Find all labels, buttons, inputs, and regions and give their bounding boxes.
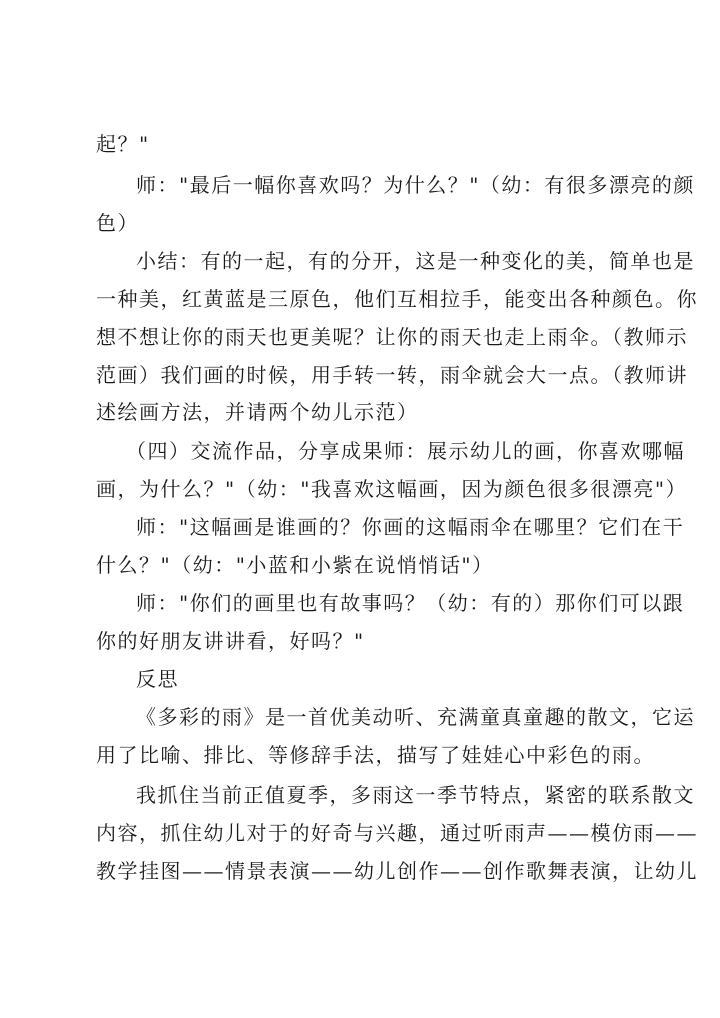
text-line: 什么？"（幼："小蓝和小紫在说悄悄话"） <box>96 553 494 577</box>
text-line: 我抓住当前正值夏季，多雨这一季节特点，紧密的联系散文 <box>136 783 695 807</box>
text-line: 一种美，红黄蓝是三原色，他们互相拉手，能变出各种颜色。你 <box>96 287 698 311</box>
text-line: 起？" <box>96 132 150 156</box>
text-line: 师："最后一幅你喜欢吗？为什么？"（幼：有很多漂亮的颜 <box>136 173 695 197</box>
section-heading: 反思 <box>136 667 179 691</box>
text-line: 色） <box>96 211 139 235</box>
text-line: 小结：有的一起，有的分开，这是一种变化的美，简单也是 <box>136 249 695 273</box>
text-line: 师："这幅画是谁画的？你画的这幅雨伞在哪里？它们在干 <box>136 515 685 539</box>
text-line: 想不想让你的雨天也更美呢？让你的雨天也走上雨伞。（教师示 <box>96 325 688 349</box>
text-line: 画，为什么？"（幼："我喜欢这幅画，因为颜色很多很漂亮"） <box>96 477 688 501</box>
text-line: 内容，抓住幼儿对于的好奇与兴趣，通过听雨声——模仿雨—— <box>96 821 698 845</box>
text-line: 你的好朋友讲讲看，好吗？" <box>96 629 365 653</box>
text-line: 教学挂图——情景表演——幼儿创作——创作歌舞表演，让幼儿 <box>96 859 698 883</box>
text-line: 用了比喻、排比、等修辞手法，描写了娃娃心中彩色的雨。 <box>96 743 655 767</box>
text-line: 师："你们的画里也有故事吗？（幼：有的）那你们可以跟 <box>136 591 685 615</box>
text-line: 述绘画方法，并请两个幼儿示范） <box>96 400 419 424</box>
text-line: 范画）我们画的时候，用手转一转，雨伞就会大一点。（教师讲 <box>96 363 688 387</box>
text-line: （四）交流作品，分享成果师：展示幼儿的画，你喜欢哪幅 <box>126 439 685 463</box>
text-line: 《多彩的雨》是一首优美动听、充满童真童趣的散文，它运 <box>136 705 695 729</box>
